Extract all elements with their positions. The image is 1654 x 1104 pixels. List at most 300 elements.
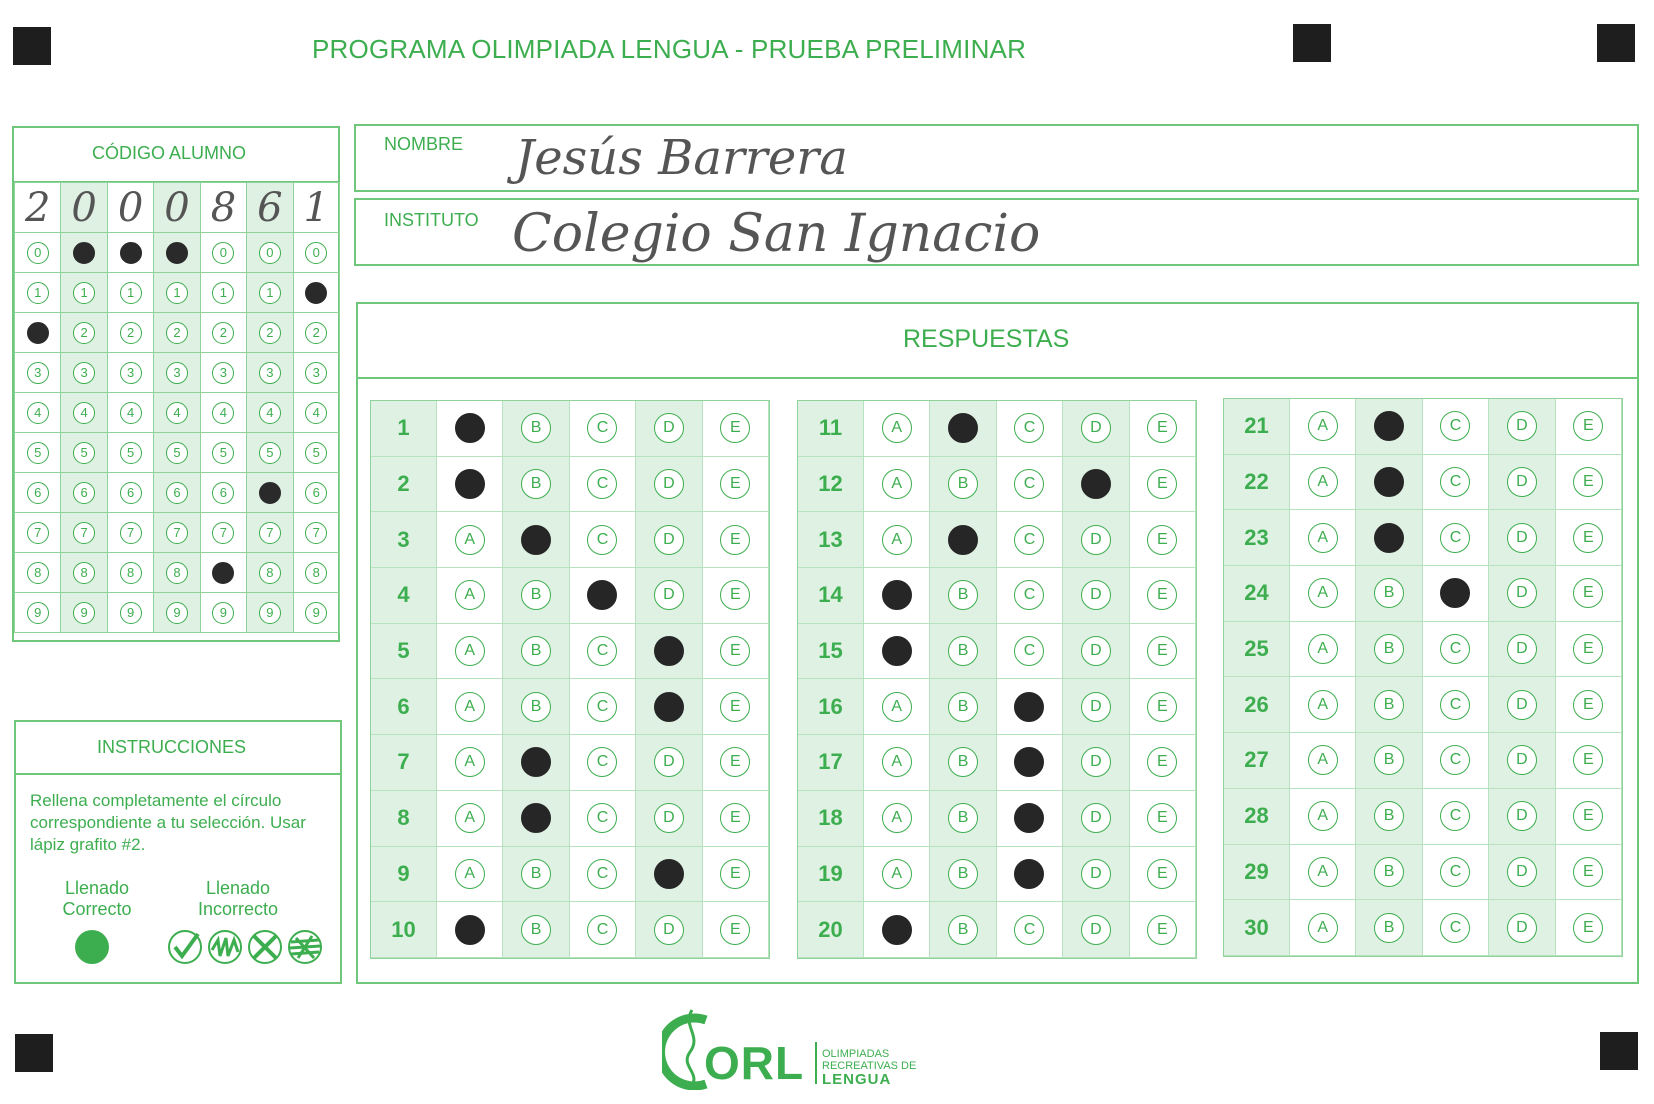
code-bubble[interactable]: 3 <box>259 362 281 384</box>
answer-bubble[interactable]: C <box>587 803 617 833</box>
answer-bubble[interactable]: B <box>521 580 551 610</box>
answer-bubble-filled[interactable] <box>948 413 978 443</box>
answer-cell <box>1489 622 1555 678</box>
answer-bubble[interactable]: E <box>1147 915 1177 945</box>
code-bubble[interactable]: 5 <box>259 442 281 464</box>
answer-bubble[interactable]: E <box>720 580 750 610</box>
code-handwritten-digit[interactable]: 2 <box>15 183 61 233</box>
answer-bubble[interactable]: B <box>521 859 551 889</box>
code-bubble[interactable]: 5 <box>166 442 188 464</box>
answer-bubble[interactable]: E <box>1573 411 1603 441</box>
answer-cell <box>1423 510 1489 566</box>
answer-bubble[interactable]: A <box>1308 745 1338 775</box>
answer-bubble-filled[interactable] <box>882 580 912 610</box>
answer-bubble[interactable]: A <box>1308 634 1338 664</box>
answer-bubble[interactable]: E <box>720 525 750 555</box>
answer-bubble-filled[interactable] <box>1374 467 1404 497</box>
answer-cell <box>1290 789 1356 845</box>
code-handwritten-digit[interactable]: 1 <box>294 183 340 233</box>
name-value[interactable]: Jesús Barrera <box>515 130 848 186</box>
code-bubble[interactable]: 9 <box>212 602 234 624</box>
answer-bubble[interactable]: B <box>521 636 551 666</box>
registration-mark-top-middle <box>1293 24 1331 62</box>
question-number: 19 <box>798 847 864 903</box>
answer-bubble[interactable]: D <box>654 469 684 499</box>
answer-bubble[interactable]: A <box>1308 578 1338 608</box>
answer-bubble[interactable]: C <box>1014 915 1044 945</box>
answer-bubble[interactable]: C <box>1014 469 1044 499</box>
code-handwritten-digit[interactable]: 0 <box>108 183 154 233</box>
code-bubble[interactable]: 1 <box>27 282 49 304</box>
answer-bubble[interactable]: B <box>521 413 551 443</box>
code-bubble[interactable]: 8 <box>120 562 142 584</box>
answer-bubble[interactable]: C <box>587 859 617 889</box>
code-bubble[interactable]: 8 <box>305 562 327 584</box>
answer-bubble[interactable]: E <box>720 803 750 833</box>
answer-bubble[interactable]: C <box>587 692 617 722</box>
answer-bubble[interactable]: D <box>1507 634 1537 664</box>
answer-bubble[interactable]: D <box>1507 411 1537 441</box>
answer-bubble[interactable]: B <box>1374 857 1404 887</box>
code-bubble[interactable]: 4 <box>166 402 188 424</box>
answer-bubble[interactable]: A <box>1308 857 1338 887</box>
answer-bubble[interactable]: D <box>654 413 684 443</box>
scribble-icon <box>206 928 244 966</box>
answer-bubble[interactable]: C <box>1440 523 1470 553</box>
answer-cell <box>1356 789 1422 845</box>
answer-bubble[interactable]: C <box>587 469 617 499</box>
answer-cell <box>997 512 1063 568</box>
answer-bubble[interactable]: A <box>882 859 912 889</box>
answer-cell <box>636 568 702 624</box>
code-cell <box>108 593 154 633</box>
answer-bubble[interactable]: C <box>587 525 617 555</box>
answer-bubble[interactable]: A <box>1308 467 1338 497</box>
answer-bubble[interactable]: E <box>1147 413 1177 443</box>
answer-bubble-filled[interactable] <box>587 580 617 610</box>
code-bubble[interactable]: 2 <box>305 322 327 344</box>
code-bubble[interactable]: 6 <box>305 482 327 504</box>
institute-value[interactable]: Colegio San Ignacio <box>512 204 1041 264</box>
answer-cell <box>1063 735 1129 791</box>
answer-bubble[interactable]: A <box>455 859 485 889</box>
answer-bubble[interactable]: E <box>1147 469 1177 499</box>
logo-line-3: LENGUA <box>822 1071 892 1088</box>
code-bubble-filled[interactable] <box>120 242 142 264</box>
code-bubble[interactable]: 7 <box>120 522 142 544</box>
answer-bubble[interactable]: C <box>587 636 617 666</box>
answer-bubble[interactable]: A <box>882 469 912 499</box>
answer-bubble[interactable]: A <box>1308 523 1338 553</box>
code-cell <box>154 593 200 633</box>
name-label: NOMBRE <box>384 134 464 154</box>
answer-bubble[interactable]: B <box>1374 634 1404 664</box>
code-bubble[interactable]: 7 <box>259 522 281 544</box>
answer-bubble[interactable]: E <box>720 636 750 666</box>
answer-bubble[interactable]: A <box>455 525 485 555</box>
logo-line-1: OLIMPIADAS <box>822 1048 890 1060</box>
code-bubble-filled[interactable] <box>259 482 281 504</box>
code-cell <box>154 433 200 473</box>
answer-bubble[interactable]: D <box>1507 578 1537 608</box>
answer-bubble[interactable]: D <box>654 580 684 610</box>
answer-bubble-filled[interactable] <box>654 636 684 666</box>
code-bubble[interactable]: 5 <box>212 442 234 464</box>
answer-bubble[interactable]: A <box>455 692 485 722</box>
answer-cell <box>1556 677 1622 733</box>
answer-bubble[interactable]: B <box>521 915 551 945</box>
code-handwritten-digit[interactable]: 0 <box>154 183 200 233</box>
code-bubble[interactable]: 7 <box>27 522 49 544</box>
code-bubble[interactable]: 1 <box>120 282 142 304</box>
answer-bubble-filled[interactable] <box>882 915 912 945</box>
incorrect-fill-icons <box>166 928 326 966</box>
code-bubble[interactable]: 8 <box>166 562 188 584</box>
answer-bubble[interactable]: C <box>1014 413 1044 443</box>
code-bubble-filled[interactable] <box>73 242 95 264</box>
answer-bubble[interactable]: B <box>948 803 978 833</box>
answer-bubble-filled[interactable] <box>455 413 485 443</box>
answer-cell <box>437 568 503 624</box>
answer-bubble[interactable]: A <box>1308 913 1338 943</box>
answer-bubble[interactable]: A <box>1308 411 1338 441</box>
answer-bubble[interactable]: E <box>720 859 750 889</box>
answer-bubble[interactable]: D <box>1081 525 1111 555</box>
answer-bubble[interactable]: A <box>455 636 485 666</box>
question-number: 18 <box>798 791 864 847</box>
code-bubble[interactable]: 5 <box>305 442 327 464</box>
answer-bubble[interactable]: D <box>1507 745 1537 775</box>
code-bubble[interactable]: 2 <box>73 322 95 344</box>
code-cell <box>201 433 247 473</box>
code-bubble[interactable]: 1 <box>166 282 188 304</box>
answer-bubble[interactable]: C <box>1440 634 1470 664</box>
code-cell <box>247 553 293 593</box>
answer-bubble[interactable]: D <box>1081 915 1111 945</box>
answer-bubble[interactable]: A <box>455 803 485 833</box>
answer-cell <box>1423 900 1489 956</box>
code-bubble[interactable]: 4 <box>259 402 281 424</box>
code-bubble[interactable]: 3 <box>120 362 142 384</box>
answer-bubble[interactable]: B <box>948 859 978 889</box>
code-bubble[interactable]: 6 <box>212 482 234 504</box>
answer-bubble[interactable]: E <box>1573 801 1603 831</box>
answer-bubble[interactable]: B <box>521 692 551 722</box>
code-bubble[interactable]: 3 <box>73 362 95 384</box>
answer-bubble[interactable]: A <box>882 803 912 833</box>
answer-bubble[interactable]: E <box>720 469 750 499</box>
code-bubble[interactable]: 6 <box>27 482 49 504</box>
answer-bubble-filled[interactable] <box>1014 692 1044 722</box>
answer-bubble[interactable]: E <box>1147 692 1177 722</box>
answer-bubble[interactable]: E <box>1573 690 1603 720</box>
answer-bubble[interactable]: B <box>948 636 978 666</box>
code-bubble[interactable]: 0 <box>305 242 327 264</box>
answer-bubble-filled[interactable] <box>521 747 551 777</box>
answer-bubble[interactable]: C <box>587 747 617 777</box>
answer-bubble[interactable]: E <box>1147 803 1177 833</box>
answer-bubble-filled[interactable] <box>455 469 485 499</box>
answer-cell <box>570 791 636 847</box>
answer-bubble[interactable]: C <box>1440 857 1470 887</box>
answer-bubble[interactable]: C <box>1440 690 1470 720</box>
code-bubble[interactable]: 7 <box>166 522 188 544</box>
code-bubble[interactable]: 8 <box>73 562 95 584</box>
answer-bubble[interactable]: E <box>1147 859 1177 889</box>
answer-cell <box>636 735 702 791</box>
code-bubble[interactable]: 4 <box>305 402 327 424</box>
answer-bubble[interactable]: B <box>1374 745 1404 775</box>
check-icon <box>166 928 204 966</box>
code-bubble[interactable]: 4 <box>27 402 49 424</box>
answer-bubble[interactable]: B <box>1374 578 1404 608</box>
answer-bubble[interactable]: D <box>654 915 684 945</box>
code-cell <box>294 553 340 593</box>
answer-bubble[interactable]: D <box>1081 803 1111 833</box>
question-number: 22 <box>1224 455 1290 511</box>
answer-bubble[interactable]: E <box>1573 913 1603 943</box>
answer-cell <box>1130 902 1196 958</box>
answer-bubble[interactable]: C <box>1014 580 1044 610</box>
code-cell <box>247 233 293 273</box>
answer-bubble[interactable]: E <box>1573 634 1603 664</box>
answer-cell <box>1290 566 1356 622</box>
answer-bubble-filled[interactable] <box>455 915 485 945</box>
code-bubble[interactable]: 4 <box>120 402 142 424</box>
code-bubble[interactable]: 9 <box>73 602 95 624</box>
answer-bubble-filled[interactable] <box>1014 747 1044 777</box>
answer-bubble[interactable]: B <box>1374 801 1404 831</box>
question-number: 26 <box>1224 677 1290 733</box>
code-bubble[interactable]: 0 <box>259 242 281 264</box>
code-bubble[interactable]: 2 <box>120 322 142 344</box>
code-bubble[interactable]: 1 <box>73 282 95 304</box>
answer-bubble-filled[interactable] <box>1374 411 1404 441</box>
answer-cell <box>1063 457 1129 513</box>
answer-cell <box>570 624 636 680</box>
question-number: 16 <box>798 679 864 735</box>
answer-bubble-filled[interactable] <box>521 525 551 555</box>
answer-cell <box>570 847 636 903</box>
answer-bubble[interactable]: A <box>1308 801 1338 831</box>
answer-bubble[interactable]: D <box>1081 859 1111 889</box>
answer-cell <box>703 512 769 568</box>
answer-cell <box>503 457 569 513</box>
answer-bubble[interactable]: D <box>1081 413 1111 443</box>
answer-bubble[interactable]: D <box>654 803 684 833</box>
answer-bubble[interactable]: D <box>1081 580 1111 610</box>
code-bubble[interactable]: 4 <box>73 402 95 424</box>
code-bubble-filled[interactable] <box>166 242 188 264</box>
code-bubble[interactable]: 2 <box>212 322 234 344</box>
code-bubble[interactable]: 3 <box>212 362 234 384</box>
answer-bubble[interactable]: A <box>882 525 912 555</box>
answer-bubble[interactable]: E <box>1147 747 1177 777</box>
code-bubble[interactable]: 3 <box>27 362 49 384</box>
answer-bubble[interactable]: E <box>720 747 750 777</box>
correct-fill-icon <box>75 930 109 964</box>
answer-bubble[interactable]: D <box>654 747 684 777</box>
answer-bubble[interactable]: C <box>1440 745 1470 775</box>
code-bubble[interactable]: 6 <box>166 482 188 504</box>
answer-bubble[interactable]: D <box>1507 801 1537 831</box>
code-bubble[interactable]: 9 <box>305 602 327 624</box>
code-bubble[interactable]: 2 <box>166 322 188 344</box>
answer-cell <box>636 679 702 735</box>
answer-bubble[interactable]: B <box>521 469 551 499</box>
answer-cell <box>1356 900 1422 956</box>
answer-bubble[interactable]: C <box>1440 801 1470 831</box>
question-number: 5 <box>371 624 437 680</box>
code-bubble[interactable]: 5 <box>27 442 49 464</box>
code-bubble[interactable]: 7 <box>73 522 95 544</box>
question-number: 9 <box>371 847 437 903</box>
code-cell <box>15 553 61 593</box>
code-bubble[interactable]: 6 <box>120 482 142 504</box>
answer-bubble[interactable]: C <box>1014 525 1044 555</box>
answer-bubble[interactable]: D <box>1507 523 1537 553</box>
answer-bubble-filled[interactable] <box>1014 803 1044 833</box>
answer-cell <box>1063 512 1129 568</box>
answer-cell <box>1556 455 1622 511</box>
answer-bubble[interactable]: D <box>1507 690 1537 720</box>
answer-bubble[interactable]: B <box>948 747 978 777</box>
answer-bubble[interactable]: B <box>948 915 978 945</box>
code-cell <box>201 353 247 393</box>
code-cell <box>61 313 107 353</box>
code-cell <box>201 473 247 513</box>
answer-cell <box>636 512 702 568</box>
code-bubble[interactable]: 4 <box>212 402 234 424</box>
code-bubble[interactable]: 2 <box>259 322 281 344</box>
answer-bubble[interactable]: D <box>1081 747 1111 777</box>
code-cell <box>201 273 247 313</box>
answer-bubble[interactable]: B <box>948 469 978 499</box>
answer-bubble[interactable]: B <box>1374 913 1404 943</box>
answer-cell <box>1290 399 1356 455</box>
answer-bubble[interactable]: A <box>455 580 485 610</box>
answer-bubble[interactable]: A <box>882 413 912 443</box>
answer-bubble-filled[interactable] <box>948 525 978 555</box>
code-bubble[interactable]: 5 <box>120 442 142 464</box>
answer-bubble-filled[interactable] <box>1440 578 1470 608</box>
answer-bubble[interactable]: D <box>1081 636 1111 666</box>
answer-cell <box>930 624 996 680</box>
answer-bubble[interactable]: E <box>1573 578 1603 608</box>
answer-cell <box>1356 622 1422 678</box>
code-handwritten-digit[interactable]: 0 <box>61 183 107 233</box>
answer-bubble[interactable]: B <box>948 580 978 610</box>
answer-bubble[interactable]: A <box>455 747 485 777</box>
code-bubble[interactable]: 1 <box>212 282 234 304</box>
answer-cell <box>1130 457 1196 513</box>
answer-cell <box>1489 566 1555 622</box>
answer-bubble-filled[interactable] <box>654 859 684 889</box>
answer-bubble[interactable]: E <box>720 915 750 945</box>
answer-bubble[interactable]: C <box>1014 636 1044 666</box>
x-icon <box>246 928 284 966</box>
answer-bubble-filled[interactable] <box>1081 469 1111 499</box>
code-bubble-filled[interactable] <box>27 322 49 344</box>
code-bubble[interactable]: 8 <box>27 562 49 584</box>
answer-cell <box>1130 401 1196 457</box>
code-cell <box>61 273 107 313</box>
code-bubble[interactable]: 9 <box>27 602 49 624</box>
answer-bubble[interactable]: E <box>1573 745 1603 775</box>
answer-bubble[interactable]: D <box>1507 467 1537 497</box>
answer-cell <box>503 791 569 847</box>
code-bubble[interactable]: 1 <box>259 282 281 304</box>
code-handwritten-digit[interactable]: 6 <box>247 183 293 233</box>
code-bubble[interactable]: 3 <box>166 362 188 384</box>
question-number: 27 <box>1224 733 1290 789</box>
answer-bubble[interactable]: C <box>1440 411 1470 441</box>
answer-cell <box>997 568 1063 624</box>
answer-bubble[interactable]: E <box>1147 525 1177 555</box>
code-bubble[interactable]: 9 <box>120 602 142 624</box>
question-number: 17 <box>798 735 864 791</box>
answer-bubble-filled[interactable] <box>1014 859 1044 889</box>
answer-bubble[interactable]: D <box>654 525 684 555</box>
answer-bubble-filled[interactable] <box>882 636 912 666</box>
code-cell <box>154 233 200 273</box>
answer-bubble[interactable]: B <box>1374 690 1404 720</box>
code-bubble[interactable]: 0 <box>27 242 49 264</box>
answer-cell <box>1489 455 1555 511</box>
answer-bubble[interactable]: D <box>1507 857 1537 887</box>
answer-bubble[interactable]: E <box>1147 636 1177 666</box>
answer-bubble-filled[interactable] <box>654 692 684 722</box>
answer-bubble[interactable]: D <box>1081 692 1111 722</box>
code-handwritten-digit[interactable]: 8 <box>201 183 247 233</box>
answer-bubble-filled[interactable] <box>1374 523 1404 553</box>
code-bubble[interactable]: 0 <box>212 242 234 264</box>
answer-bubble[interactable]: A <box>882 747 912 777</box>
code-bubble[interactable]: 3 <box>305 362 327 384</box>
answer-bubble[interactable]: D <box>1507 913 1537 943</box>
code-bubble-filled[interactable] <box>305 282 327 304</box>
answer-cell <box>1556 399 1622 455</box>
answer-bubble[interactable]: E <box>720 413 750 443</box>
answer-bubble[interactable]: C <box>1440 913 1470 943</box>
answer-bubble[interactable]: E <box>1573 857 1603 887</box>
answer-bubble[interactable]: A <box>1308 690 1338 720</box>
answer-bubble[interactable]: B <box>948 692 978 722</box>
answer-bubble[interactable]: E <box>1573 467 1603 497</box>
answer-cell <box>1063 624 1129 680</box>
answer-bubble[interactable]: C <box>1440 467 1470 497</box>
code-bubble[interactable]: 9 <box>259 602 281 624</box>
code-bubble[interactable]: 7 <box>305 522 327 544</box>
code-cell <box>154 393 200 433</box>
answer-bubble[interactable]: E <box>1573 523 1603 553</box>
code-bubble[interactable]: 8 <box>259 562 281 584</box>
answer-bubble[interactable]: C <box>587 413 617 443</box>
code-bubble-filled[interactable] <box>212 562 234 584</box>
code-bubble[interactable]: 6 <box>73 482 95 504</box>
answer-cell <box>636 791 702 847</box>
answer-bubble[interactable]: A <box>882 692 912 722</box>
answer-bubble[interactable]: E <box>720 692 750 722</box>
answer-bubble[interactable]: E <box>1147 580 1177 610</box>
code-bubble[interactable]: 5 <box>73 442 95 464</box>
question-number: 15 <box>798 624 864 680</box>
answer-cell <box>1556 789 1622 845</box>
answer-bubble-filled[interactable] <box>521 803 551 833</box>
code-bubble[interactable]: 9 <box>166 602 188 624</box>
code-bubble[interactable]: 7 <box>212 522 234 544</box>
answer-bubble[interactable]: C <box>587 915 617 945</box>
